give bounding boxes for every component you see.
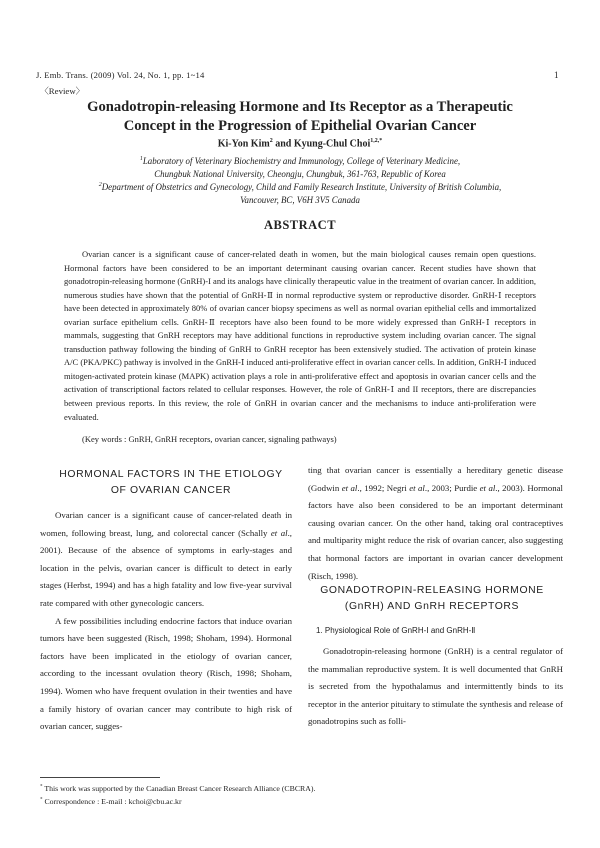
body-paragraph: Gonadotropin-releasing hormone (GnRH) is a central regulator of the mammalian reproductive system. It is well documented that GnRH is secreted from the hypothalamus and intermittently binds to its receptor in the anterior pituitary to stimulate the synthesis and release of gonadotropins such as folli-: [308, 646, 563, 727]
right-column-top: [308, 462, 563, 585]
affiliation-2: [40, 179, 560, 207]
title-line-2: Concept in the Progression of Epithelial Ovarian Cancer: [123, 118, 477, 134]
right-column-bottom: [308, 643, 563, 731]
author-affiliation-mark: 1,2,*: [370, 138, 383, 144]
journal-citation: J. Emb. Trans. (2009) Vol. 24, No. 1, pp. 1~14: [36, 70, 205, 80]
author-affiliation-mark: 2: [269, 138, 273, 144]
author-name: Ki-Yon Kim: [217, 138, 270, 150]
citation-etal: et al: [270, 527, 288, 538]
text-run: ., 2003; Purdie: [424, 482, 480, 493]
citation-etal: et al: [409, 482, 425, 493]
footnote-mark: *: [40, 784, 43, 790]
body-paragraph: [40, 507, 292, 613]
affiliation-line: Department of Obstetrics and Gynecology, Child and Family Research Institute, University of British Columbia,: [101, 181, 502, 192]
citation-etal: et al: [341, 482, 358, 493]
left-column: [40, 507, 292, 736]
section-heading-gnrh: [302, 583, 562, 615]
footnote-funding: [40, 784, 315, 793]
body-paragraph: A few possibilities including endocrine factors that induce ovarian tumors have been suggested (Risch, 1998; Shoham, 1994). Hormonal factors have been implicated in the etiology of ovarian cancer, according to the incessant ovulation theory (Risch, 1998; Shoham, 1994). Women who have frequent ovulation in their twenties and have a family history of ovarian cancer may contribute to high risk of ovarian cancer, sugges-: [40, 615, 292, 732]
footnote-text: This work was supported by the Canadian Breast Cancer Research Alliance (CBCRA).: [44, 784, 316, 793]
section-heading-line: OF OVARIAN CANCER: [110, 485, 232, 496]
footnote-correspondence: [40, 797, 182, 806]
abstract-heading: ABSTRACT: [263, 218, 337, 232]
text-run: ., 2003). Hormonal factors have also been considered to be an important determinant causing ovarian cancer. On the other hand, taking oral contraceptives and multiparity might reduce the risk of ovarian cancer, also suggesting that hormonal factors are important in ovarian cancer development (Risch, 1998).: [308, 482, 563, 581]
text-run: ting that ovarian cancer is essentially a hereditary genetic disease (Godwin: [308, 465, 563, 493]
section-heading-hormonal-factors: [40, 467, 302, 499]
subsection-heading: 1. Physiological Role of GnRH-Ⅰ and GnRH-Ⅱ: [316, 626, 476, 635]
affiliation-line: Vancouver, BC, V6H 3V5 Canada: [240, 194, 360, 205]
section-heading-line: HORMONAL FACTORS IN THE ETIOLOGY: [59, 469, 283, 480]
article-type: 〈Review〉: [40, 86, 85, 96]
title-line-1: Gonadotropin-releasing Hormone and Its Receptor as a Therapeutic: [87, 99, 513, 115]
section-heading-line: GONADOTROPIN-RELEASING HORMONE: [320, 585, 544, 596]
page-number: 1: [554, 70, 559, 80]
author-joiner: and: [272, 138, 294, 150]
abstract-text: Ovarian cancer is a significant cause of cancer-related death in women, but the main biological causes remain open questions. Hormonal factors have been considered to be an important determinant causing ovarian cancer. Recent studies have shown that gonadotropin-releasing hormone (GnRH)-I and its analogs have clinically therapeutic value in the treatment of ovarian cancer. In addition, numerous studies have shown that the potential of GnRH-Ⅱ in normal reproductive system or reproductive disorder. GnRH-Ⅰ receptors have been detected in approximately 80% of ovarian cancer biopsy specimens as well as normal ovarian epithelial cells and immortalized ovarian surface epithelium cells. GnRH-Ⅱ receptors have also been found to be more widely expressed than GnRH-Ⅰ receptors in mammals, suggesting that GnRH receptors may have additional functions in reproductive system including ovarian cancer. The signal transduction pathway following the binding of GnRH to GnRH receptor has been extensively studied. The activation of protein kinase A/C (PKA/PKC) pathway is involved in the GnRH-Ⅰ induced anti-proliferative effect in ovarian cancer cells. In addition, GnRH-Ⅰ induced mitogen-activated protein kinase (MAPK) activation plays a role in anti-proliferative effect and apoptosis in ovarian cancer cells and the activation of transcriptional factors related to cellular responses. However, the role of GnRH-Ⅰ and II receptors, there are discrepancies between previous reports. In this review, the role of GnRH in ovarian cancer and the mechanisms to induce anti-proliferation were evaluated.: [64, 249, 536, 422]
footnote-text: Correspondence : E-mail : kchoi@cbu.ac.kr: [44, 797, 182, 806]
body-paragraph: [308, 462, 563, 585]
text-run: Ovarian cancer is a significant cause of cancer-related death in women, following breast, lung, and colorectal cancer (Schally: [40, 510, 292, 538]
citation-etal: et al: [479, 482, 496, 493]
text-run: ., 2001). Because of the absence of symptoms in early-stages and location in the pelvis, ovarian cancer is difficult to detect in early stages (Herbst, 1994) and has a high fatality and low five-year survival rate compared with other gynecologic cancers.: [40, 527, 292, 608]
affiliation-mark: 2: [98, 182, 102, 188]
text-run: ., 1992; Negri: [357, 482, 410, 493]
keywords: (Key words : GnRH, GnRH receptors, ovarian cancer, signaling pathways): [82, 434, 337, 444]
author-name: Kyung-Chul Choi: [293, 138, 371, 150]
section-heading-line: (GnRH) AND GnRH RECEPTORS: [344, 601, 520, 612]
affiliation-line: Laboratory of Veterinary Biochemistry and Immunology, College of Veterinary Medicine,: [142, 155, 461, 166]
footnote-mark: *: [40, 797, 43, 803]
affiliation-1: [40, 153, 560, 181]
paper-title: [40, 98, 560, 136]
affiliation-line: Chungbuk National University, Cheongju, Chungbuk, 361-763, Republic of Korea: [154, 168, 446, 179]
author-list: [40, 138, 560, 149]
affiliation-mark: 1: [139, 156, 143, 162]
footnote-divider: [40, 777, 160, 778]
